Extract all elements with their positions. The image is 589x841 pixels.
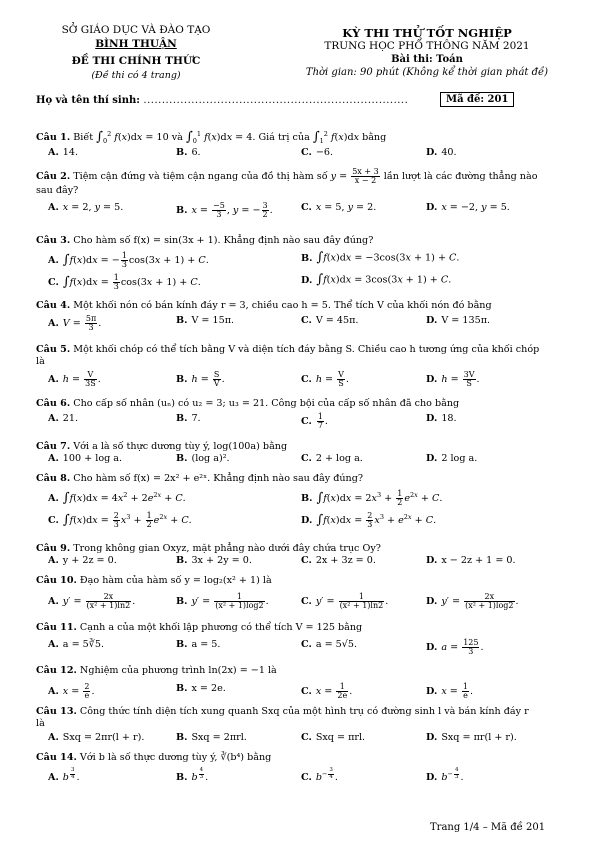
exam-title: KỲ THI THỬ TỐT NGHIỆP	[342, 26, 512, 40]
question-9: Câu 9. Trong không gian Oxyz, mặt phẳng nào dưới đây chứa trục Oy? A. y + 2z = 0. B. 3x + 2y = 0. C. 2x + 3z = 0. D. x − 2z + 1 = 0.	[36, 543, 516, 566]
question-14: Câu 14. Với b là số thực dương tùy ý, ∛(b⁴) bằng A. b $^{\frac{3}{4}}$ . B. b $^{\frac{4}{3}}$ . C. $b^{- \frac{3}{4}}$ . D. $b^{- \frac{4}{3}}$ .	[36, 752, 464, 784]
question-3: Câu 3. Cho hàm số f(x) = sin(3x + 1). Khẳng định nào sau đây đúng? A. ∫f(x)dx = − $\frac{1}{3}$ cos(3x + 1) + C. B. ∫f(x)dx = −3cos(3x + 1) + C. C. ∫f(x)dx = $\frac{1}{3}$ cos(3x + 1) + C. D. ∫f(x)dx = 3cos(3x + 1) + C.	[36, 235, 460, 291]
q-text: Cho cấp số nhân (uₙ) có u₂ = 3; u₃ = 21. Công bội của cấp số nhân đã cho bằng	[73, 398, 460, 409]
option-b: 3x + 2y = 0.	[191, 555, 252, 566]
q-number: Câu 1.	[36, 132, 71, 144]
option-d: 18.	[441, 413, 457, 424]
q-number: Câu 13.	[36, 706, 77, 717]
q-text: Một khối chóp có thể tích bằng V và diện tích đáy bằng S. Chiều cao h tương ứng của khối chóp	[73, 344, 540, 355]
option-c: 2x + 3z = 0.	[315, 555, 376, 566]
option-c: 2 + log a.	[315, 453, 363, 464]
dept-line1: SỞ GIÁO DỤC VÀ ĐÀO TẠO	[61, 24, 211, 36]
q-text: Cạnh a của một khối lập phương có thể tích V = 125 bằng	[79, 622, 363, 633]
time-limit: Thời gian: 90 phút (Không kể thời gian phát đề)	[305, 67, 549, 78]
option-b: a = 5.	[191, 639, 221, 650]
q-text: Tiệm cận đứng và tiệm cận ngang của đồ thị hàm số	[73, 171, 328, 182]
exam-code-box: Mã đề: 201	[440, 92, 514, 107]
option-b: Sxq = 2πrl.	[191, 732, 247, 743]
q-number: Câu 10.	[36, 575, 77, 586]
name-dots: ........................................................................	[143, 95, 409, 106]
q-number: Câu 14.	[36, 752, 77, 763]
header-right	[282, 27, 572, 79]
option-d: 40.	[441, 147, 457, 159]
question-13: Câu 13. Công thức tính diện tích xung quanh Sxq của một hình trụ có đường sinh l và bán kính đáy r là A. Sxq = 2πr(l + r). B. Sxq = 2πrl. C. Sxq = πrl. D. Sxq = πr(l + r).	[36, 706, 529, 743]
question-2: Câu 2. Tiệm cận đứng và tiệm cận ngang của đồ thị hàm số y = $\frac{5x + 3}{x - 2}$ lần lượt là các đường thẳng nào sau đây? A. x = 2, y = 5. B. x = $\frac{-5}{3}$ , y = − $\frac{3}{2}$ . C. x = 5, y = 2. D. x = −2, y = 5.	[36, 167, 538, 219]
option-a: a = 5∛5.	[62, 639, 105, 650]
question-11: Câu 11. Cạnh a của một khối lập phương có thể tích V = 125 bằng A. a = 5∛5. B. a = 5. C. a = 5√5. D. a = $\frac{125}{3}$ .	[36, 622, 484, 656]
option-b: (log a)².	[191, 453, 230, 464]
option-d: 2 log a.	[441, 453, 478, 464]
question-10: Câu 10. Đạo hàm của hàm số y = log₂(x² + 1) là A. y′ = $\frac{2x}{\text{(x² + 1)ln2}}$ . B. y′ = $\frac{1}{\text{(x² + 1)log2}}$ . C. y′ = $\frac{1}{\text{(x² + 1)ln2}}$ . D. y′ = $\frac{2x}{\text{(x² + 1)log2}}$ .	[36, 575, 519, 610]
option-b: V = 15π.	[191, 315, 235, 326]
option-a: y + 2z = 0.	[62, 555, 117, 566]
option-a: Sxq = 2πr(l + r).	[62, 732, 145, 743]
q-text: Với a là số thực dương tùy ý, log(100a) bằng	[73, 441, 288, 452]
question-8: Câu 8. Cho hàm số f(x) = 2x² + e²ˣ. Khẳng định nào sau đây đúng? A. $\int f(x)dx = 4x^2 + 2e^{2x} + C$. B. $\int f(x)dx = 2x^3$ + $\frac{1}{2}$ $e^{2x} + C$. C. ∫f(x)dx = $\frac{2}{3}$ $x^3$ + $\frac{1}{2}$ $e^{2x} + C$. D. ∫f(x)dx = $\frac{2}{3}$ $x^3 + e^{2x} + C$.	[36, 473, 443, 530]
q-text: là	[36, 356, 45, 367]
q-text: Trong không gian Oxyz, mặt phẳng nào dưới đây chứa trục Oy?	[73, 543, 381, 554]
q-number: Câu 2.	[36, 171, 71, 182]
q-number: Câu 6.	[36, 398, 71, 409]
dept-line2: BÌNH THUẬN	[95, 37, 177, 50]
option-b: x = 2e.	[191, 683, 226, 694]
q-number: Câu 7.	[36, 441, 71, 452]
q-number: Câu 11.	[36, 622, 77, 633]
question-4: Câu 4. Một khối nón có bán kính đáy r = 3, chiều cao h = 5. Thể tích V của khối nón đó bằng A. V = $\frac{5\pi}{3}$ . B. V = 15π. C. V = 45π. D. V = 135π.	[36, 300, 492, 332]
option-c: Sxq = πrl.	[315, 732, 366, 743]
option-d: x − 2z + 1 = 0.	[441, 555, 516, 566]
q-number: Câu 3.	[36, 235, 71, 246]
q-number: Câu 8.	[36, 473, 71, 484]
q-text: Đạo hàm của hàm số y = log₂(x² + 1) là	[79, 575, 272, 586]
q-number: Câu 5.	[36, 344, 71, 355]
q-text: lần lượt là các đường thẳng nào	[383, 171, 538, 182]
option-c: a = 5√5.	[315, 639, 358, 650]
q-text: sau đây?	[36, 185, 79, 196]
question-5: Câu 5. Một khối chóp có thể tích bằng V và diện tích đáy bằng S. Chiều cao h tương ứng của khối chóp là A. h = $\frac{V}{3S}$ . B. h = $\frac{S}{V}$ . C. h = $\frac{V}{S}$ . D. h = $\frac{3V}{S}$ .	[36, 344, 540, 388]
q-number: Câu 12.	[36, 665, 77, 676]
header-left	[36, 24, 236, 82]
question-1: Câu 1. Biết $\int_0^2$ f(x)dx = 10 và $\int_0^1$ f(x)dx = 4. Giá trị của $\int_1^2$ f(x)dx bằng A. 14. B. 6. C. −6. D. 40.	[36, 129, 457, 159]
question-6: Câu 6. Cho cấp số nhân (uₙ) có u₂ = 3; u₃ = 21. Công bội của cấp số nhân đã cho bằng A. 21. B. 7. C. $\frac{1}{7}$ . D. 18.	[36, 398, 460, 430]
q-number: Câu 9.	[36, 543, 71, 554]
page-footer: Trang 1/4 – Mã đề 201	[430, 822, 546, 833]
option-a: 100 + log a.	[62, 453, 123, 464]
q-text: Công thức tính diện tích xung quanh Sxq của một hình trụ có đường sinh l và bán kính đáy r	[79, 706, 529, 717]
option-c: −6.	[315, 147, 334, 159]
q-text: Nghiệm của phương trình ln(2x) = −1 là	[79, 665, 277, 676]
exam-subtitle: TRUNG HỌC PHỔ THÔNG NĂM 2021	[324, 40, 530, 52]
question-12: Câu 12. Nghiệm của phương trình ln(2x) = −1 là A. x = $\frac{2}{e}$ . B. x = 2e. C. x = $\frac{1}{2e}$ . D. x = $\frac{1}{e}$ .	[36, 665, 474, 700]
option-d: V = 135π.	[441, 315, 491, 326]
option-c: V = 45π.	[315, 315, 359, 326]
q-text: Với b là số thực dương tùy ý, ∛(b⁴) bằng	[79, 752, 272, 763]
candidate-name-line	[36, 95, 408, 106]
option-a: 21.	[62, 413, 79, 424]
option-d: Sxq = πr(l + r).	[441, 732, 517, 743]
official-label: ĐỀ THI CHÍNH THỨC	[71, 55, 201, 67]
q-number: Câu 4.	[36, 300, 71, 311]
question-7: Câu 7. Với a là số thực dương tùy ý, log(100a) bằng A. 100 + log a. B. (log a)². C. 2 + log a. D. 2 log a.	[36, 441, 478, 464]
q-text: Cho hàm số f(x) = sin(3x + 1). Khẳng định nào sau đây đúng?	[73, 235, 374, 246]
option-b: 6.	[191, 147, 201, 159]
q-text: là	[36, 718, 45, 729]
pages-note: (Đề thi có 4 trang)	[91, 69, 181, 81]
name-label: Họ và tên thí sinh:	[36, 95, 140, 106]
subject: Bài thi: Toán	[391, 54, 463, 65]
q-text: Cho hàm số f(x) = 2x² + e²ˣ. Khẳng định nào sau đây đúng?	[73, 473, 364, 484]
option-b: 7.	[191, 413, 201, 424]
q-text: Một khối nón có bán kính đáy r = 3, chiều cao h = 5. Thể tích V của khối nón đó bằng	[73, 300, 492, 311]
option-a: 14.	[62, 147, 79, 159]
